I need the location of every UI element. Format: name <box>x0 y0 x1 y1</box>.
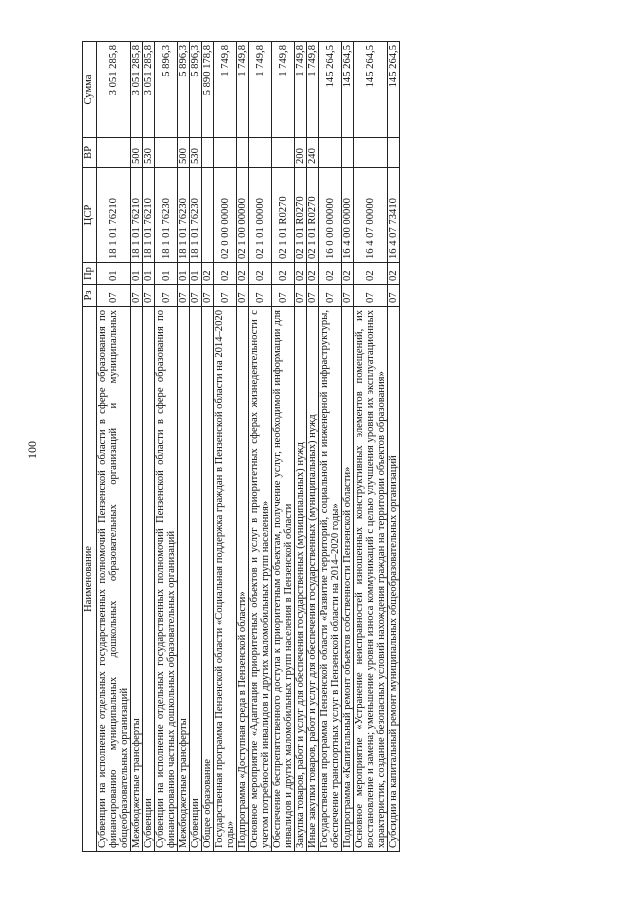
header-csr: ЦСР <box>83 168 97 263</box>
cell-name: Субвенции на исполнение отдельных государственных полномочий Пензенской области в сфере образования по финансированию частных дошкольных образовательных организаций <box>155 307 178 852</box>
table-row <box>319 42 342 852</box>
cell-name: Иные закупки товаров, работ и услуг для обеспечения государственных (муниципальных) нужд <box>307 307 319 852</box>
cell-csr: 18 1 01 76210 <box>131 168 143 263</box>
cell-pr: 01 <box>178 263 190 285</box>
cell-csr: 02 1 01 00000 <box>249 168 272 263</box>
cell-pr: 02 <box>319 263 342 285</box>
cell-vr <box>97 138 131 168</box>
cell-pr: 02 <box>354 263 388 285</box>
cell-csr: 16 4 00 00000 <box>342 168 354 263</box>
cell-sum: 145 264,5 <box>354 42 388 138</box>
cell-vr <box>155 138 178 168</box>
cell-sum: 1 749,8 <box>307 42 319 138</box>
cell-csr: 02 1 01 R0270 <box>307 168 319 263</box>
table-body <box>97 42 400 852</box>
cell-name: Общее образование <box>202 307 214 852</box>
cell-csr: 16 4 07 00000 <box>354 168 388 263</box>
cell-vr <box>237 138 249 168</box>
table-row <box>295 42 307 852</box>
table-row <box>342 42 354 852</box>
cell-pr: 01 <box>131 263 143 285</box>
table-row <box>143 42 155 852</box>
cell-rz: 07 <box>237 285 249 307</box>
cell-vr <box>388 138 400 168</box>
cell-pr: 02 <box>342 263 354 285</box>
cell-rz: 07 <box>272 285 295 307</box>
rotated-table-wrapper <box>82 42 562 852</box>
cell-csr: 18 1 01 76210 <box>97 168 131 263</box>
cell-csr: 18 1 01 76230 <box>178 168 190 263</box>
cell-vr <box>249 138 272 168</box>
cell-rz: 07 <box>342 285 354 307</box>
cell-vr <box>272 138 295 168</box>
budget-table <box>82 41 400 852</box>
cell-sum: 1 749,8 <box>214 42 237 138</box>
cell-csr: 18 1 01 76230 <box>155 168 178 263</box>
cell-pr: 01 <box>97 263 131 285</box>
cell-vr: 240 <box>307 138 319 168</box>
cell-sum: 145 264,5 <box>342 42 354 138</box>
cell-rz: 07 <box>155 285 178 307</box>
cell-sum: 3 051 285,8 <box>143 42 155 138</box>
table-row <box>214 42 237 852</box>
cell-csr: 02 1 01 R0270 <box>272 168 295 263</box>
cell-csr: 02 1 00 00000 <box>237 168 249 263</box>
cell-csr: 16 0 00 00000 <box>319 168 342 263</box>
header-name: Наименование <box>83 307 97 852</box>
cell-vr: 200 <box>295 138 307 168</box>
cell-vr <box>319 138 342 168</box>
header-vr: ВР <box>83 138 97 168</box>
cell-rz: 07 <box>295 285 307 307</box>
header-row <box>83 42 97 852</box>
cell-rz: 07 <box>178 285 190 307</box>
cell-rz: 07 <box>202 285 214 307</box>
cell-csr: 02 0 00 00000 <box>214 168 237 263</box>
cell-pr: 01 <box>190 263 202 285</box>
table-row <box>249 42 272 852</box>
cell-rz: 07 <box>319 285 342 307</box>
cell-sum: 1 749,8 <box>237 42 249 138</box>
cell-name: Государственная программа Пензенской области «Социальная поддержка граждан в Пензенской области на 2014–2020 годы» <box>214 307 237 852</box>
cell-name: Межбюджетные трансферты <box>178 307 190 852</box>
cell-vr <box>354 138 388 168</box>
cell-sum: 1 749,8 <box>272 42 295 138</box>
cell-rz: 07 <box>190 285 202 307</box>
cell-sum: 5 896,3 <box>190 42 202 138</box>
cell-sum: 1 749,8 <box>295 42 307 138</box>
table-row <box>202 42 214 852</box>
cell-name: Субвенции <box>190 307 202 852</box>
cell-sum: 3 051 285,8 <box>131 42 143 138</box>
cell-vr <box>342 138 354 168</box>
cell-vr: 530 <box>190 138 202 168</box>
cell-pr: 01 <box>143 263 155 285</box>
table-row <box>155 42 178 852</box>
cell-rz: 07 <box>249 285 272 307</box>
cell-rz: 07 <box>214 285 237 307</box>
table-row <box>131 42 143 852</box>
cell-pr: 02 <box>202 263 214 285</box>
cell-pr: 02 <box>237 263 249 285</box>
cell-vr: 500 <box>178 138 190 168</box>
header-pr: Пр <box>83 263 97 285</box>
cell-sum: 5 890 178,8 <box>202 42 214 138</box>
cell-csr: 18 1 01 76210 <box>143 168 155 263</box>
header-rz: Рз <box>83 285 97 307</box>
table-row <box>237 42 249 852</box>
cell-name: Субвенции <box>143 307 155 852</box>
cell-pr: 02 <box>249 263 272 285</box>
cell-vr: 530 <box>143 138 155 168</box>
cell-rz: 07 <box>354 285 388 307</box>
cell-pr: 02 <box>388 263 400 285</box>
cell-pr: 01 <box>155 263 178 285</box>
table-row <box>307 42 319 852</box>
table-row <box>190 42 202 852</box>
cell-name: Межбюджетные трансферты <box>131 307 143 852</box>
cell-vr: 500 <box>131 138 143 168</box>
table-row <box>354 42 388 852</box>
page-number: 100 <box>25 441 39 459</box>
cell-name: Субсидии на капитальный ремонт муниципальных общеобразовательных организаций <box>388 307 400 852</box>
cell-sum: 3 051 285,8 <box>97 42 131 138</box>
table-row <box>97 42 131 852</box>
cell-pr: 02 <box>295 263 307 285</box>
cell-sum: 5 896,3 <box>178 42 190 138</box>
cell-csr: 18 1 01 76230 <box>190 168 202 263</box>
cell-name: Подпрограмма «Доступная среда в Пензенской области» <box>237 307 249 852</box>
cell-name: Закупка товаров, работ и услуг для обеспечения государственных (муниципальных) нужд <box>295 307 307 852</box>
cell-pr: 02 <box>272 263 295 285</box>
cell-pr: 02 <box>307 263 319 285</box>
cell-pr: 02 <box>214 263 237 285</box>
cell-name: Основное мероприятие «Устранение неисправностей изношенных конструктивных элементов помещений, их восстановление и замена; уменьшение уровня износа коммуникаций с целью улучшения уровня их эксплуатационных характеристик, создание безопасных условий нахождения граждан на территории объектов образования» <box>354 307 388 852</box>
cell-sum: 1 749,8 <box>249 42 272 138</box>
table-row <box>272 42 295 852</box>
table-row <box>388 42 400 852</box>
cell-sum: 5 896,3 <box>155 42 178 138</box>
cell-rz: 07 <box>388 285 400 307</box>
cell-name: Субвенции на исполнение отдельных государственных полномочий Пензенской области в сфере образования по финансированию муниципальных дошкольных образовательных организаций и муниципальных общеобразовательных организаций <box>97 307 131 852</box>
cell-sum: 145 264,5 <box>388 42 400 138</box>
cell-csr: 02 1 01 R0270 <box>295 168 307 263</box>
cell-rz: 07 <box>131 285 143 307</box>
cell-vr <box>202 138 214 168</box>
cell-name: Государственная программа Пензенской области «Развитие территорий, социальной и инженерной инфраструктуры, обеспечение транспортных услуг в Пензенской области на 2014–2020 годы» <box>319 307 342 852</box>
cell-rz: 07 <box>97 285 131 307</box>
header-sum: Сумма <box>83 42 97 138</box>
cell-rz: 07 <box>307 285 319 307</box>
cell-name: Подпрограмма «Капитальный ремонт объектов собственности Пензенской области» <box>342 307 354 852</box>
table-row <box>178 42 190 852</box>
cell-csr: 16 4 07 73410 <box>388 168 400 263</box>
cell-name: Обеспечение беспрепятственного доступа к приоритетным объектам, получение услуг, необходимой информации для инвалидов и других маломобильных групп населения в Пензенской области <box>272 307 295 852</box>
cell-sum: 145 264,5 <box>319 42 342 138</box>
cell-name: Основное мероприятие «Адаптация приоритетных объектов и услуг в приоритетных сферах жизнедеятельности с учетом потребностей инвалидов и других маломобильных групп населения» <box>249 307 272 852</box>
cell-vr <box>214 138 237 168</box>
cell-rz: 07 <box>143 285 155 307</box>
cell-csr <box>202 168 214 263</box>
